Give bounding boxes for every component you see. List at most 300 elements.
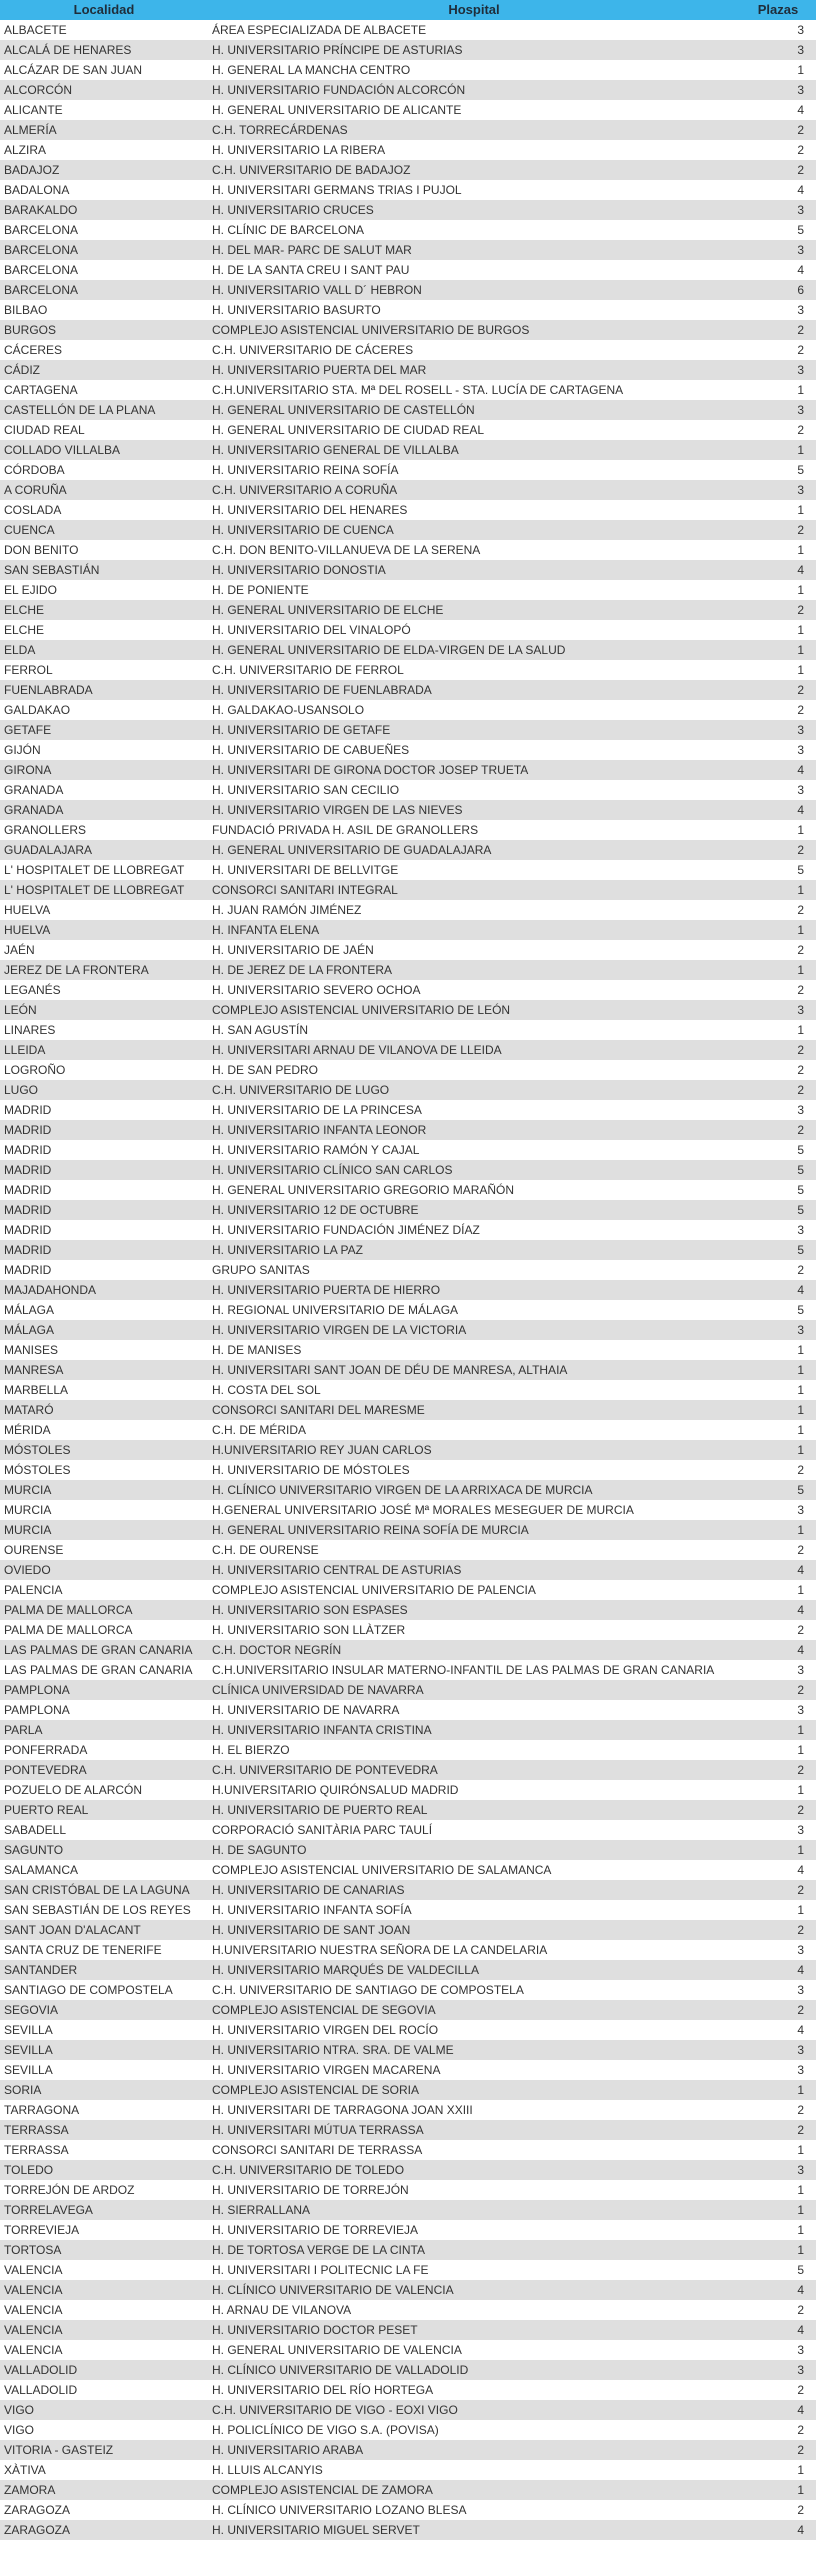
cell-localidad: LAS PALMAS DE GRAN CANARIA (0, 1660, 208, 1680)
cell-plazas: 2 (740, 1760, 816, 1780)
cell-plazas: 2 (740, 2120, 816, 2140)
cell-localidad: BADALONA (0, 180, 208, 200)
cell-plazas: 2 (740, 1680, 816, 1700)
cell-hospital: CONSORCI SANITARI DEL MARESME (208, 1400, 740, 1420)
table-row (0, 1400, 816, 1420)
cell-plazas: 3 (740, 1660, 816, 1680)
table-row (0, 240, 816, 260)
table-row (0, 1760, 816, 1780)
cell-plazas: 3 (740, 1320, 816, 1340)
cell-localidad: PALMA DE MALLORCA (0, 1620, 208, 1640)
cell-plazas: 1 (740, 920, 816, 940)
cell-hospital: H. EL BIERZO (208, 1740, 740, 1760)
cell-hospital: C.H. DE MÉRIDA (208, 1420, 740, 1440)
cell-hospital: H. UNIVERSITARIO ARABA (208, 2440, 740, 2460)
table-row (0, 180, 816, 200)
cell-hospital: H. UNIVERSITARIO DE FUENLABRADA (208, 680, 740, 700)
cell-plazas: 1 (740, 2140, 816, 2160)
cell-plazas: 3 (740, 2360, 816, 2380)
cell-localidad: ZARAGOZA (0, 2500, 208, 2520)
cell-hospital: FUNDACIÓ PRIVADA H. ASIL DE GRANOLLERS (208, 820, 740, 840)
cell-hospital: H. CLÍNICO UNIVERSITARIO VIRGEN DE LA ARRIXACA DE MURCIA (208, 1480, 740, 1500)
table-row (0, 680, 816, 700)
table-row (0, 1740, 816, 1760)
cell-hospital: H. UNIVERSITARIO DE CUENCA (208, 520, 740, 540)
cell-localidad: ALCALÁ DE HENARES (0, 40, 208, 60)
cell-hospital: H. UNIVERSITARIO INFANTA SOFÍA (208, 1900, 740, 1920)
cell-localidad: MANISES (0, 1340, 208, 1360)
cell-localidad: TORRELAVEGA (0, 2200, 208, 2220)
cell-hospital: H. UNIVERSITARIO LA PAZ (208, 1240, 740, 1260)
cell-plazas: 2 (740, 140, 816, 160)
cell-localidad: ELCHE (0, 600, 208, 620)
cell-hospital: H.UNIVERSITARIO REY JUAN CARLOS (208, 1440, 740, 1460)
cell-plazas: 4 (740, 1600, 816, 1620)
table-row (0, 1520, 816, 1540)
cell-hospital: H. UNIVERSITARIO DE GETAFE (208, 720, 740, 740)
cell-localidad: ALBACETE (0, 20, 208, 40)
cell-plazas: 2 (740, 700, 816, 720)
cell-plazas: 1 (740, 1780, 816, 1800)
cell-hospital: H. CLÍNICO UNIVERSITARIO LOZANO BLESA (208, 2500, 740, 2520)
cell-localidad: MANRESA (0, 1360, 208, 1380)
table-row (0, 1100, 816, 1120)
table-row (0, 1700, 816, 1720)
cell-localidad: VALENCIA (0, 2260, 208, 2280)
table-row (0, 2460, 816, 2480)
cell-plazas: 2 (740, 2300, 816, 2320)
cell-hospital: H. SIERRALLANA (208, 2200, 740, 2220)
table-row (0, 2140, 816, 2160)
cell-hospital: C.H. UNIVERSITARIO DE CÁCERES (208, 340, 740, 360)
table-row (0, 540, 816, 560)
cell-hospital: H.GENERAL UNIVERSITARIO JOSÉ Mª MORALES MESEGUER DE MURCIA (208, 1500, 740, 1520)
cell-localidad: SAN SEBASTIÁN (0, 560, 208, 580)
cell-plazas: 4 (740, 1960, 816, 1980)
cell-hospital: H. UNIVERSITARIO DE MÓSTOLES (208, 1460, 740, 1480)
cell-plazas: 2 (740, 120, 816, 140)
cell-hospital: H. GENERAL UNIVERSITARIO DE CIUDAD REAL (208, 420, 740, 440)
cell-hospital: H. UNIVERSITARIO DE NAVARRA (208, 1700, 740, 1720)
cell-plazas: 2 (740, 1080, 816, 1100)
cell-plazas: 1 (740, 1360, 816, 1380)
cell-plazas: 2 (740, 2100, 816, 2120)
table-row (0, 920, 816, 940)
cell-hospital: H. UNIVERSITARIO MIGUEL SERVET (208, 2520, 740, 2540)
table-row (0, 1980, 816, 2000)
table-row (0, 2420, 816, 2440)
cell-localidad: SANTA CRUZ DE TENERIFE (0, 1940, 208, 1960)
cell-localidad: CÁDIZ (0, 360, 208, 380)
cell-plazas: 2 (740, 1540, 816, 1560)
cell-plazas: 4 (740, 180, 816, 200)
cell-plazas: 1 (740, 1520, 816, 1540)
cell-plazas: 3 (740, 1500, 816, 1520)
cell-hospital: H. UNIVERSITARIO PRÍNCIPE DE ASTURIAS (208, 40, 740, 60)
cell-localidad: POZUELO DE ALARCÓN (0, 1780, 208, 1800)
table-row (0, 620, 816, 640)
cell-hospital: C.H. UNIVERSITARIO A CORUÑA (208, 480, 740, 500)
table-row (0, 1020, 816, 1040)
cell-plazas: 2 (740, 1920, 816, 1940)
cell-plazas: 2 (740, 980, 816, 1000)
cell-plazas: 3 (740, 1980, 816, 2000)
cell-plazas: 1 (740, 500, 816, 520)
cell-hospital: H. UNIVERSITARIO FUNDACIÓN ALCORCÓN (208, 80, 740, 100)
cell-plazas: 1 (740, 580, 816, 600)
cell-plazas: 3 (740, 400, 816, 420)
cell-hospital: H. CLÍNIC DE BARCELONA (208, 220, 740, 240)
cell-hospital: ÁREA ESPECIALIZADA DE ALBACETE (208, 20, 740, 40)
cell-plazas: 3 (740, 1820, 816, 1840)
table-row (0, 60, 816, 80)
table-row (0, 1600, 816, 1620)
cell-plazas: 3 (740, 720, 816, 740)
cell-plazas: 3 (740, 1940, 816, 1960)
table-row (0, 420, 816, 440)
cell-plazas: 3 (740, 780, 816, 800)
cell-localidad: SEGOVIA (0, 2000, 208, 2020)
cell-plazas: 5 (740, 1160, 816, 1180)
cell-hospital: C.H. UNIVERSITARIO DE LUGO (208, 1080, 740, 1100)
cell-plazas: 2 (740, 1120, 816, 1140)
table-row (0, 1200, 816, 1220)
cell-plazas: 3 (740, 300, 816, 320)
table-body (0, 20, 816, 2540)
table-row (0, 1500, 816, 1520)
cell-hospital: H. UNIVERSITARIO DE TORREVIEJA (208, 2220, 740, 2240)
cell-plazas: 5 (740, 1240, 816, 1260)
cell-plazas: 1 (740, 60, 816, 80)
table-row (0, 1040, 816, 1060)
cell-plazas: 1 (740, 1340, 816, 1360)
table-row (0, 2520, 816, 2540)
cell-localidad: MÁLAGA (0, 1300, 208, 1320)
table-row (0, 820, 816, 840)
cell-localidad: TORREVIEJA (0, 2220, 208, 2240)
cell-plazas: 1 (740, 2460, 816, 2480)
cell-localidad: ELDA (0, 640, 208, 660)
cell-hospital: H. CLÍNICO UNIVERSITARIO DE VALLADOLID (208, 2360, 740, 2380)
cell-hospital: H. UNIVERSITARIO DEL HENARES (208, 500, 740, 520)
header-hospital[interactable]: Hospital (208, 0, 740, 20)
cell-hospital: H. UNIVERSITARI GERMANS TRIAS I PUJOL (208, 180, 740, 200)
cell-plazas: 3 (740, 240, 816, 260)
cell-plazas: 2 (740, 2420, 816, 2440)
cell-hospital: H. LLUIS ALCANYIS (208, 2460, 740, 2480)
cell-hospital: H. INFANTA ELENA (208, 920, 740, 940)
cell-localidad: MURCIA (0, 1520, 208, 1540)
cell-localidad: LLEIDA (0, 1040, 208, 1060)
table-row (0, 1800, 816, 1820)
cell-localidad: GRANADA (0, 800, 208, 820)
cell-plazas: 1 (740, 1900, 816, 1920)
cell-hospital: H. UNIVERSITARIO VIRGEN DEL ROCÍO (208, 2020, 740, 2040)
table-row (0, 1440, 816, 1460)
cell-hospital: H. DE JEREZ DE LA FRONTERA (208, 960, 740, 980)
cell-plazas: 1 (740, 1740, 816, 1760)
cell-hospital: H. ARNAU DE VILANOVA (208, 2300, 740, 2320)
cell-plazas: 2 (740, 680, 816, 700)
cell-localidad: MADRID (0, 1180, 208, 1200)
cell-hospital: H. UNIVERSITARIO DE SANT JOAN (208, 1920, 740, 1940)
cell-plazas: 1 (740, 440, 816, 460)
cell-hospital: H. GENERAL UNIVERSITARIO GREGORIO MARAÑÓN (208, 1180, 740, 1200)
cell-plazas: 3 (740, 740, 816, 760)
cell-localidad: MADRID (0, 1200, 208, 1220)
cell-hospital: H. GENERAL UNIVERSITARIO REINA SOFÍA DE MURCIA (208, 1520, 740, 1540)
cell-hospital: H. UNIVERSITARIO DE LA PRINCESA (208, 1100, 740, 1120)
table-row (0, 640, 816, 660)
cell-localidad: GUADALAJARA (0, 840, 208, 860)
cell-localidad: PALENCIA (0, 1580, 208, 1600)
cell-localidad: VALLADOLID (0, 2380, 208, 2400)
table-row (0, 1620, 816, 1640)
cell-localidad: SEVILLA (0, 2020, 208, 2040)
table-row (0, 1160, 816, 1180)
cell-hospital: C.H. DE OURENSE (208, 1540, 740, 1560)
cell-localidad: PONFERRADA (0, 1740, 208, 1760)
cell-hospital: H. CLÍNICO UNIVERSITARIO DE VALENCIA (208, 2280, 740, 2300)
cell-hospital: H. UNIVERSITARIO 12 DE OCTUBRE (208, 1200, 740, 1220)
cell-localidad: HUELVA (0, 920, 208, 940)
cell-localidad: ZARAGOZA (0, 2520, 208, 2540)
cell-hospital: H. UNIVERSITARIO DEL RÍO HORTEGA (208, 2380, 740, 2400)
cell-localidad: PAMPLONA (0, 1680, 208, 1700)
table-row (0, 320, 816, 340)
cell-plazas: 6 (740, 280, 816, 300)
cell-hospital: C.H. DOCTOR NEGRÍN (208, 1640, 740, 1660)
table-row (0, 1920, 816, 1940)
cell-hospital: C.H.UNIVERSITARIO INSULAR MATERNO-INFANTIL DE LAS PALMAS DE GRAN CANARIA (208, 1660, 740, 1680)
cell-hospital: H. UNIVERSITARIO DE CANARIAS (208, 1880, 740, 1900)
cell-localidad: ALZIRA (0, 140, 208, 160)
cell-plazas: 4 (740, 1860, 816, 1880)
table-row (0, 560, 816, 580)
cell-hospital: H. SAN AGUSTÍN (208, 1020, 740, 1040)
cell-plazas: 2 (740, 340, 816, 360)
cell-localidad: LAS PALMAS DE GRAN CANARIA (0, 1640, 208, 1660)
table-row (0, 2400, 816, 2420)
table-row (0, 1720, 816, 1740)
cell-hospital: H. UNIVERSITARI DE BELLVITGE (208, 860, 740, 880)
table-row (0, 2300, 816, 2320)
cell-hospital: H. DE MANISES (208, 1340, 740, 1360)
cell-plazas: 1 (740, 620, 816, 640)
cell-hospital: H. UNIVERSITARIO BASURTO (208, 300, 740, 320)
table-row (0, 2040, 816, 2060)
cell-localidad: PALMA DE MALLORCA (0, 1600, 208, 1620)
table-row (0, 1000, 816, 1020)
cell-plazas: 4 (740, 2020, 816, 2040)
cell-plazas: 4 (740, 100, 816, 120)
cell-hospital: COMPLEJO ASISTENCIAL UNIVERSITARIO DE LEÓN (208, 1000, 740, 1020)
cell-hospital: H. UNIVERSITARIO LA RIBERA (208, 140, 740, 160)
table-row (0, 2440, 816, 2460)
cell-localidad: MAJADAHONDA (0, 1280, 208, 1300)
cell-localidad: PUERTO REAL (0, 1800, 208, 1820)
cell-localidad: VALENCIA (0, 2320, 208, 2340)
cell-localidad: SANTIAGO DE COMPOSTELA (0, 1980, 208, 2000)
cell-localidad: TERRASSA (0, 2120, 208, 2140)
cell-plazas: 4 (740, 1280, 816, 1300)
table-row (0, 800, 816, 820)
cell-localidad: SEVILLA (0, 2040, 208, 2060)
cell-localidad: TARRAGONA (0, 2100, 208, 2120)
table-row (0, 1340, 816, 1360)
cell-hospital: C.H. UNIVERSITARIO DE TOLEDO (208, 2160, 740, 2180)
table-row (0, 1180, 816, 1200)
table-row (0, 1060, 816, 1080)
cell-localidad: FERROL (0, 660, 208, 680)
table-row (0, 1360, 816, 1380)
cell-hospital: H. DE SAGUNTO (208, 1840, 740, 1860)
cell-localidad: OVIEDO (0, 1560, 208, 1580)
cell-localidad: MADRID (0, 1260, 208, 1280)
cell-hospital: COMPLEJO ASISTENCIAL UNIVERSITARIO DE BURGOS (208, 320, 740, 340)
cell-plazas: 5 (740, 1480, 816, 1500)
table-row (0, 140, 816, 160)
cell-hospital: H. POLICLÍNICO DE VIGO S.A. (POVISA) (208, 2420, 740, 2440)
table-row (0, 2100, 816, 2120)
cell-hospital: H.UNIVERSITARIO NUESTRA SEÑORA DE LA CANDELARIA (208, 1940, 740, 1960)
cell-hospital: H. UNIVERSITARIO VIRGEN MACARENA (208, 2060, 740, 2080)
cell-hospital: H. GENERAL UNIVERSITARIO DE CASTELLÓN (208, 400, 740, 420)
cell-localidad: OURENSE (0, 1540, 208, 1560)
table-row (0, 2480, 816, 2500)
table-row (0, 1080, 816, 1100)
cell-localidad: SANTANDER (0, 1960, 208, 1980)
cell-plazas: 5 (740, 860, 816, 880)
cell-localidad: GIRONA (0, 760, 208, 780)
table-row (0, 1880, 816, 1900)
table-row (0, 660, 816, 680)
cell-plazas: 4 (740, 760, 816, 780)
cell-localidad: TOLEDO (0, 2160, 208, 2180)
cell-plazas: 5 (740, 460, 816, 480)
cell-localidad: CIUDAD REAL (0, 420, 208, 440)
table-row (0, 1940, 816, 1960)
cell-plazas: 2 (740, 2440, 816, 2460)
cell-plazas: 2 (740, 420, 816, 440)
cell-localidad: ZAMORA (0, 2480, 208, 2500)
cell-hospital: COMPLEJO ASISTENCIAL UNIVERSITARIO DE PALENCIA (208, 1580, 740, 1600)
cell-plazas: 2 (740, 1060, 816, 1080)
cell-hospital: H. GENERAL UNIVERSITARIO DE VALENCIA (208, 2340, 740, 2360)
table-header-row (0, 0, 816, 20)
cell-hospital: H. COSTA DEL SOL (208, 1380, 740, 1400)
cell-hospital: H. UNIVERSITARIO DE PUERTO REAL (208, 1800, 740, 1820)
cell-plazas: 1 (740, 1580, 816, 1600)
cell-localidad: BARCELONA (0, 260, 208, 280)
table-row (0, 1480, 816, 1500)
cell-plazas: 4 (740, 260, 816, 280)
cell-hospital: GRUPO SANITAS (208, 1260, 740, 1280)
table-row (0, 460, 816, 480)
cell-localidad: SABADELL (0, 1820, 208, 1840)
cell-localidad: VALENCIA (0, 2280, 208, 2300)
cell-localidad: VALENCIA (0, 2340, 208, 2360)
cell-plazas: 2 (740, 1880, 816, 1900)
cell-localidad: BURGOS (0, 320, 208, 340)
table-row (0, 580, 816, 600)
cell-localidad: SANT JOAN D'ALACANT (0, 1920, 208, 1940)
cell-localidad: EL EJIDO (0, 580, 208, 600)
cell-plazas: 1 (740, 640, 816, 660)
cell-hospital: H. DE SAN PEDRO (208, 1060, 740, 1080)
cell-plazas: 3 (740, 40, 816, 60)
cell-hospital: C.H. UNIVERSITARIO DE SANTIAGO DE COMPOSTELA (208, 1980, 740, 2000)
cell-hospital: COMPLEJO ASISTENCIAL UNIVERSITARIO DE SALAMANCA (208, 1860, 740, 1880)
table-row (0, 120, 816, 140)
cell-hospital: H. UNIVERSITARIO VIRGEN DE LA VICTORIA (208, 1320, 740, 1340)
cell-plazas: 2 (740, 900, 816, 920)
cell-localidad: HUELVA (0, 900, 208, 920)
table-row (0, 880, 816, 900)
cell-localidad: BILBAO (0, 300, 208, 320)
cell-localidad: LEÓN (0, 1000, 208, 1020)
table-row (0, 980, 816, 1000)
table-row (0, 1580, 816, 1600)
cell-plazas: 2 (740, 2500, 816, 2520)
table-row (0, 1820, 816, 1840)
table-row (0, 2500, 816, 2520)
header-localidad[interactable]: Localidad (0, 0, 208, 20)
cell-localidad: ALCÁZAR DE SAN JUAN (0, 60, 208, 80)
table-row (0, 20, 816, 40)
cell-localidad: BARCELONA (0, 220, 208, 240)
cell-localidad: GRANADA (0, 780, 208, 800)
cell-plazas: 3 (740, 1100, 816, 1120)
cell-localidad: VITORIA - GASTEIZ (0, 2440, 208, 2460)
cell-hospital: H. UNIVERSITARIO PUERTA DE HIERRO (208, 1280, 740, 1300)
cell-localidad: GALDAKAO (0, 700, 208, 720)
cell-localidad: VIGO (0, 2400, 208, 2420)
header-plazas[interactable]: Plazas (740, 0, 816, 20)
cell-localidad: VIGO (0, 2420, 208, 2440)
table-row (0, 2360, 816, 2380)
table-row (0, 2000, 816, 2020)
cell-localidad: MURCIA (0, 1500, 208, 1520)
cell-localidad: VALLADOLID (0, 2360, 208, 2380)
cell-localidad: L' HOSPITALET DE LLOBREGAT (0, 880, 208, 900)
cell-localidad: COSLADA (0, 500, 208, 520)
table-row (0, 1320, 816, 1340)
table-row (0, 2280, 816, 2300)
cell-localidad: MADRID (0, 1160, 208, 1180)
table-row (0, 2320, 816, 2340)
cell-hospital: H. UNIVERSITARI I POLITECNIC LA FE (208, 2260, 740, 2280)
table-row (0, 2240, 816, 2260)
cell-plazas: 2 (740, 840, 816, 860)
table-row (0, 2180, 816, 2200)
cell-localidad: LOGROÑO (0, 1060, 208, 1080)
table-row (0, 940, 816, 960)
cell-localidad: TORTOSA (0, 2240, 208, 2260)
table-row (0, 1240, 816, 1260)
cell-plazas: 4 (740, 2320, 816, 2340)
cell-localidad: PAMPLONA (0, 1700, 208, 1720)
cell-hospital: H. UNIVERSITARIO CRUCES (208, 200, 740, 220)
cell-hospital: CORPORACIÓ SANITÀRIA PARC TAULÍ (208, 1820, 740, 1840)
cell-hospital: COMPLEJO ASISTENCIAL DE SEGOVIA (208, 2000, 740, 2020)
cell-plazas: 2 (740, 2000, 816, 2020)
cell-hospital: H. UNIVERSITARIO DOCTOR PESET (208, 2320, 740, 2340)
cell-hospital: CONSORCI SANITARI DE TERRASSA (208, 2140, 740, 2160)
table-row (0, 400, 816, 420)
cell-plazas: 1 (740, 2480, 816, 2500)
cell-hospital: COMPLEJO ASISTENCIAL DE SORIA (208, 2080, 740, 2100)
